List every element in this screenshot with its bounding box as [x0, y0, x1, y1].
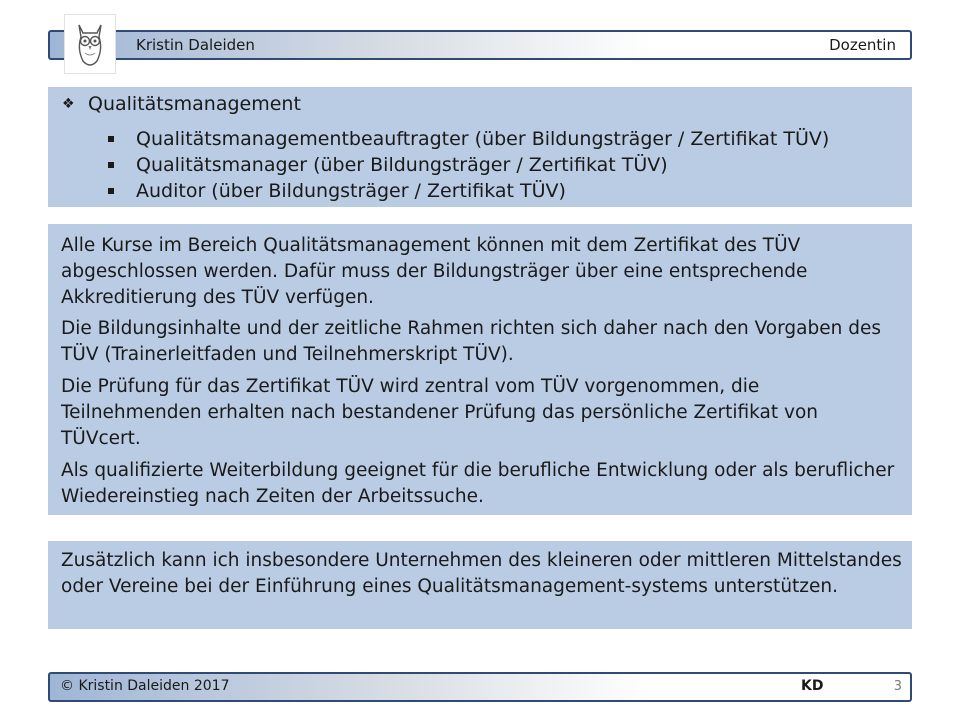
paragraph-qualification: Als qualifizierte Weiterbildung geeignet für die berufliche Entwicklung oder als beruflicher Wiedereinstieg nach Zeiten der Arbeitssuche. [61, 460, 895, 507]
page-number: 3 [893, 679, 902, 694]
paragraph-support: Zusätzlich kann ich insbesondere Unternehmen des kleineren oder mittleren Mittelstandes oder Vereine bei der Einführung eines Qualitätsmanagement-systems unterstützen. [61, 550, 902, 597]
square-bullet-icon [108, 162, 114, 168]
author-role: Dozentin [829, 36, 896, 54]
qm-title: Qualitätsmanagement [88, 93, 301, 115]
qm-title-row [62, 93, 301, 115]
list-item: Auditor (über Bildungsträger / Zertifikat TÜV) [108, 178, 829, 204]
qm-course-list [108, 126, 829, 204]
square-bullet-icon [108, 188, 114, 194]
header-bar [48, 30, 912, 60]
paragraph-exam: Die Prüfung für das Zertifikat TÜV wird zentral vom TÜV vorgenommen, die Teilnehmenden erhalten nach bestandener Prüfung das persönliche Zertifikat von TÜVcert. [61, 376, 819, 449]
list-item: Qualitätsmanager (über Bildungsträger / Zertifikat TÜV) [108, 152, 829, 178]
initials-text: KD [801, 678, 824, 694]
qm-support-box [48, 541, 912, 629]
owl-logo-icon [64, 14, 116, 74]
qm-overview-box [48, 87, 912, 207]
footer-bar [48, 672, 912, 702]
diamond-bullet-icon: ❖ [62, 96, 75, 112]
author-name: Kristin Daleiden [136, 36, 255, 54]
paragraph-certificate: Alle Kurse im Bereich Qualitätsmanagement können mit dem Zertifikat des TÜV abgeschlossen werden. Dafür muss der Bildungsträger über eine entsprechende Akkreditierung des TÜV verfügen. [61, 235, 808, 308]
list-item: Qualitätsmanagementbeauftragter (über Bildungsträger / Zertifikat TÜV) [108, 126, 829, 152]
paragraph-content: Die Bildungsinhalte und der zeitliche Rahmen richten sich daher nach den Vorgaben des TÜV (Trainerleitfaden und Teilnehmerskript TÜV). [61, 318, 881, 365]
copyright-text: © Kristin Daleiden 2017 [60, 678, 230, 694]
square-bullet-icon [108, 136, 114, 142]
qm-details-box [48, 224, 912, 515]
